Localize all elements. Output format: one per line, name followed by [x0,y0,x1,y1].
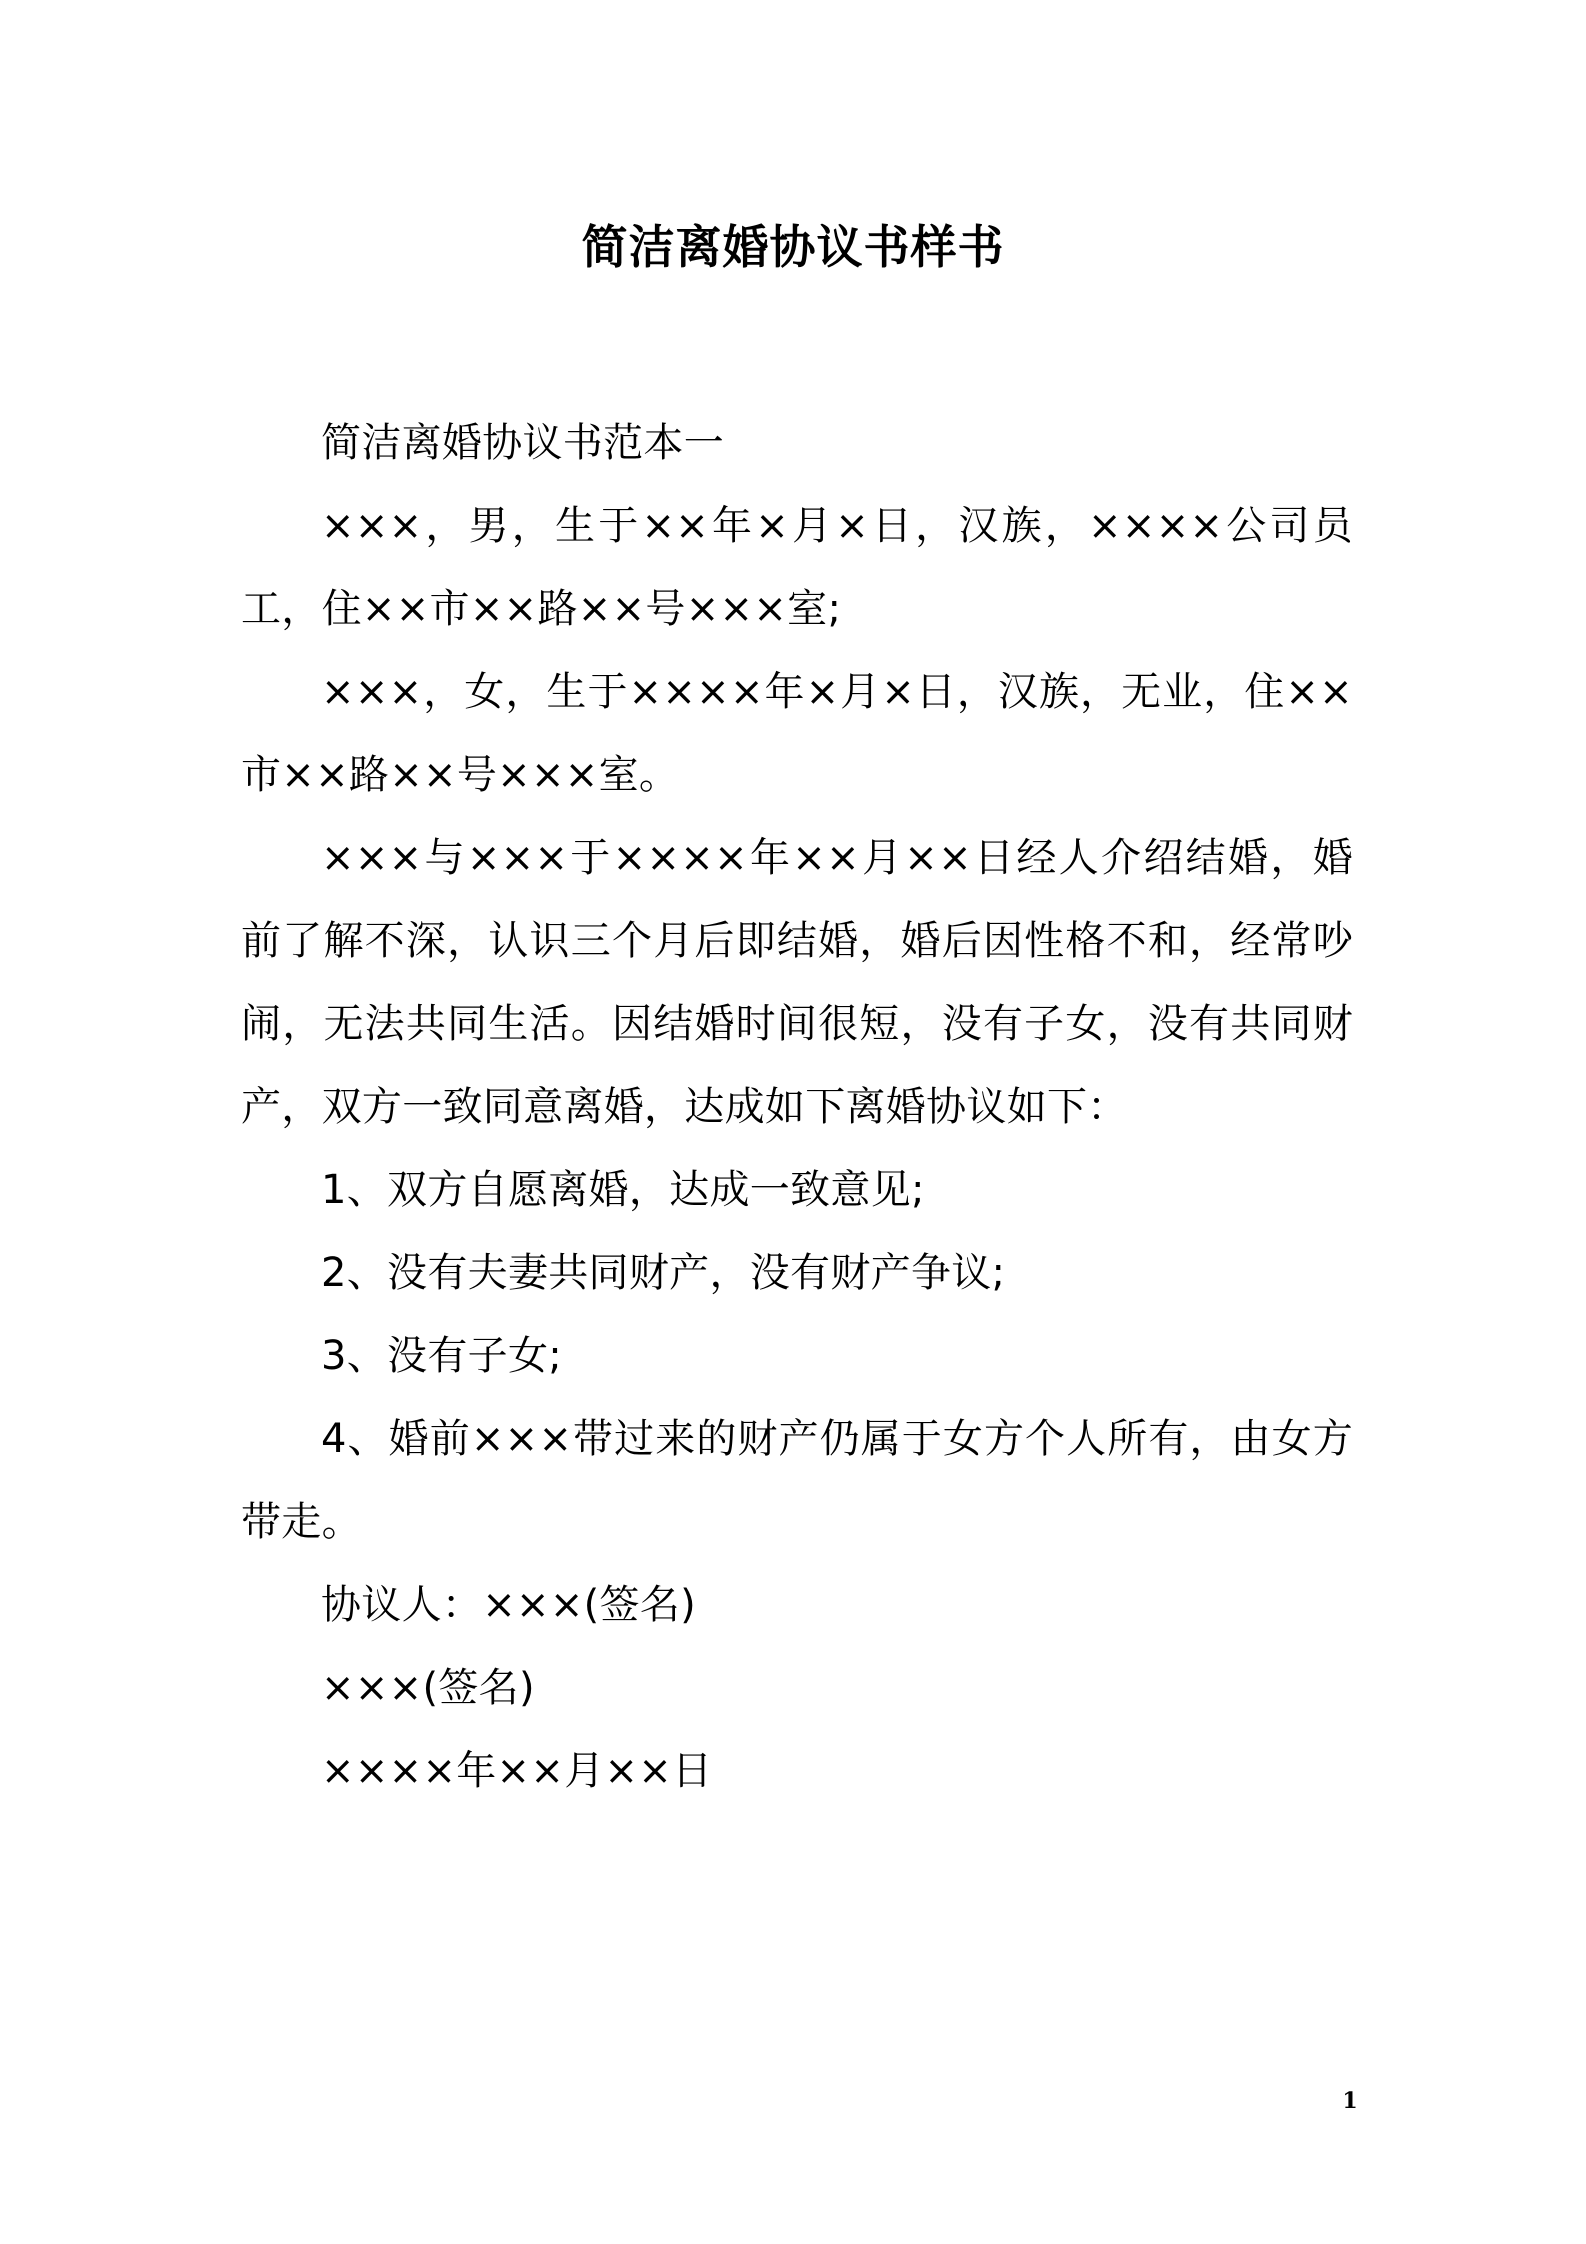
agreement-term-2: 2、没有夫妻共同财产，没有财产争议; [321,1250,1006,1296]
document-title: 简洁离婚协议书样书 [581,220,1005,274]
party-male-info: ×××，男，生于××年×月×日，汉族，××××公司员工，住××市××路××号×××室; [241,503,1353,632]
agreement-term-3: 3、没有子女; [321,1333,563,1379]
party-female-info: ×××，女，生于××××年×月×日，汉族，无业，住××市××路××号×××室。 [241,669,1353,798]
document-body [241,402,1353,1813]
marriage-background-paragraph: ×××与×××于××××年××月××日经人介绍结婚，婚前了解不深，认识三个月后即结婚，婚后因性格不和，经常吵闹，无法共同生活。因结婚时间很短，没有子女，没有共同财产，双方一致同意离婚，达成如下离婚协议如下： [241,835,1353,1130]
page-number: 1 [1342,2088,1358,2114]
agreement-term-1: 1、双方自愿离婚，达成一致意见; [321,1167,925,1213]
section-heading: 简洁离婚协议书范本一 [321,420,724,466]
agreement-date: ××××年××月××日 [321,1748,713,1794]
signature-line-1: 协议人：×××(签名) [321,1582,697,1628]
agreement-term-4: 4、婚前×××带过来的财产仍属于女方个人所有，由女方带走。 [241,1416,1353,1545]
signature-line-2: ×××(签名) [321,1665,535,1711]
